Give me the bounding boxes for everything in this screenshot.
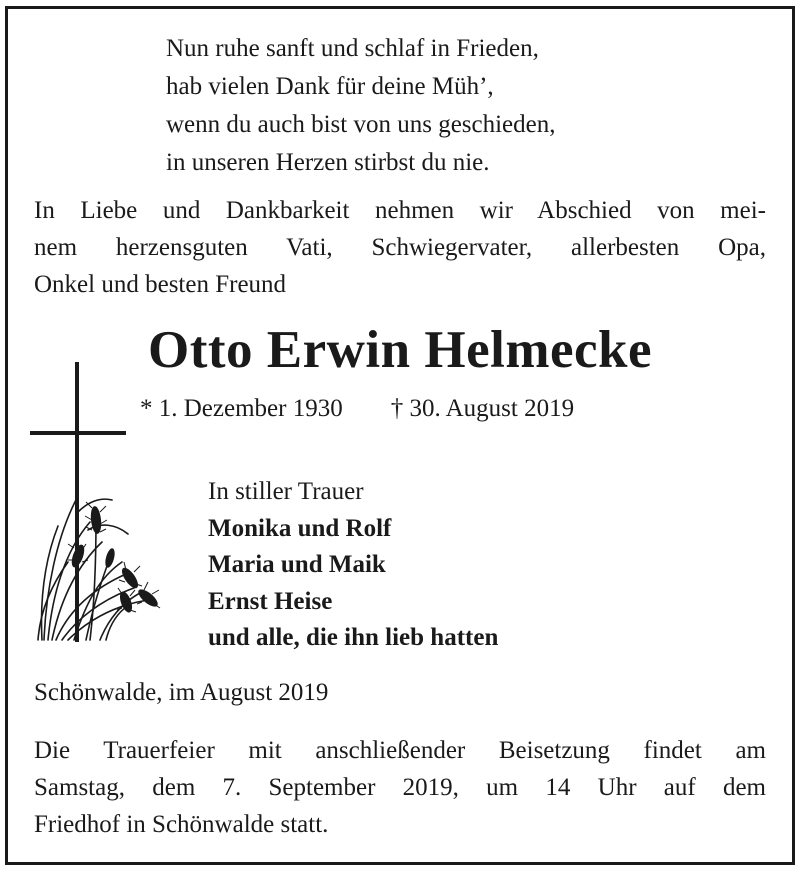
mourner-name: und alle, die ihn lieb hatten <box>208 624 499 651</box>
funeral-details <box>34 732 766 843</box>
mourner-name: Ernst Heise <box>208 587 333 615</box>
deceased-name: Otto Erwin Helmecke <box>147 321 653 379</box>
mourners-block <box>208 474 498 657</box>
paragraph-line: Onkel und besten Freund <box>34 271 287 298</box>
farewell-paragraph <box>34 192 766 303</box>
poem-line: hab vielen Dank für deine Müh’, <box>166 73 494 100</box>
mourner-name: Monika und Rolf <box>208 514 392 542</box>
life-dates <box>140 391 574 427</box>
memorial-poem <box>166 30 556 182</box>
mourner-name: Maria und Maik <box>208 551 386 578</box>
death-date: † 30. August 2019 <box>390 395 575 422</box>
paragraph-line: nem herzensguten Vati, Schwiegervater, allerbesten Opa, <box>34 234 766 261</box>
paragraph-line: Friedhof in Schönwalde statt. <box>34 811 329 838</box>
poem-line: in unseren Herzen stirbst du nie. <box>166 149 490 176</box>
mourners-heading: In stiller Trauer <box>208 478 364 505</box>
paragraph-line: In Liebe und Dankbarkeit nehmen wir Abschied von mei- <box>34 197 766 224</box>
poem-line: Nun ruhe sanft und schlaf in Frieden, <box>166 35 539 62</box>
cross-with-grass-icon <box>30 362 170 647</box>
paragraph-line: Samstag, dem 7. September 2019, um 14 Uhr auf dem <box>34 774 766 801</box>
place-and-date: Schönwalde, im August 2019 <box>34 679 329 706</box>
birth-date: * 1. Dezember 1930 <box>140 395 343 422</box>
paragraph-line: Die Trauerfeier mit anschließender Beisetzung findet am <box>34 737 766 764</box>
poem-line: wenn du auch bist von uns geschieden, <box>166 111 556 138</box>
